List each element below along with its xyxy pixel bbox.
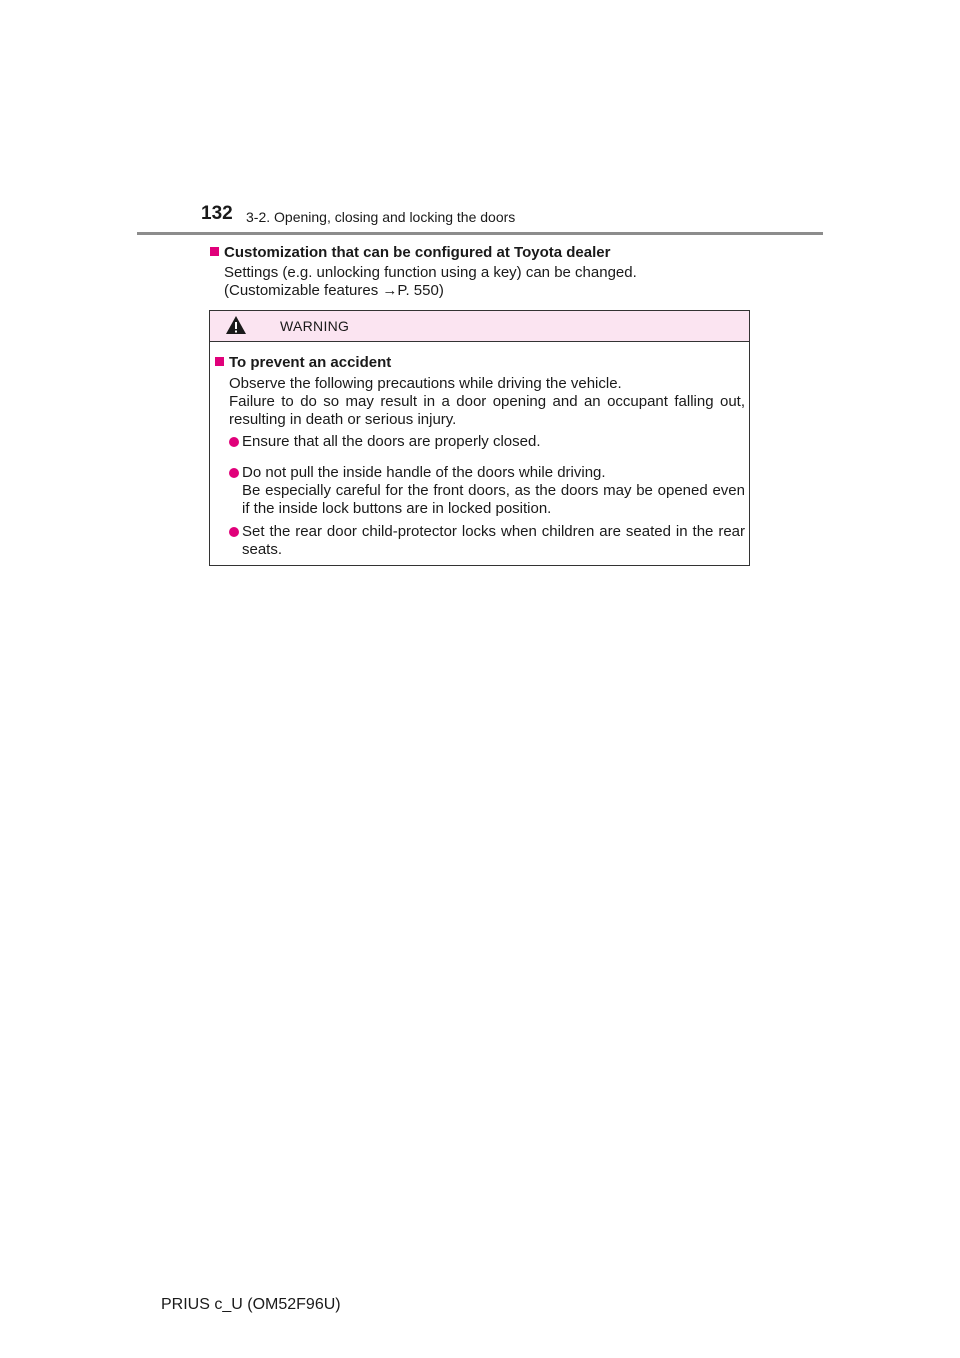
customization-line: Settings (e.g. unlocking function using a key) can be changed. [224,264,637,281]
warning-heading-text: To prevent an accident [229,354,392,371]
bullet-line: seats. [242,541,283,558]
square-bullet-icon [215,357,224,366]
bullet-line: Do not pull the inside handle of the doors while driving. [242,464,606,481]
warning-box [209,310,750,566]
bullet-text [242,523,745,559]
customization-body [224,264,637,300]
warning-triangle-icon [225,315,247,335]
bullet-dot-icon [229,437,239,447]
footer-model: PRIUS c_U (OM52F96U) [161,1296,341,1313]
warning-intro-line: resulting in death or serious injury. [229,411,457,428]
bullet-line: Set the rear door child-protector locks when children are seated in the rear [242,523,745,540]
customization-line: (Customizable features →P. 550) [224,282,444,299]
bullet-line: Ensure that all the doors are properly closed. [242,433,541,450]
warning-bullet-item [229,464,745,518]
bullet-text [242,464,745,518]
bullet-dot-icon [229,527,239,537]
warning-intro [229,375,745,429]
bullet-text [242,433,745,451]
page-number: 132 [201,203,233,224]
square-bullet-icon [210,247,219,256]
bullet-dot-icon [229,468,239,478]
warning-bullet-item [229,433,745,451]
bullet-line: Be especially careful for the front doors, as the doors may be opened even [242,482,745,499]
warning-header [210,311,749,342]
warning-intro-line: Observe the following precautions while driving the vehicle. [229,375,622,392]
customization-heading-text: Customization that can be configured at Toyota dealer [224,244,611,261]
warning-label: WARNING [280,318,350,334]
bullet-line: if the inside lock buttons are in locked position. [242,500,552,517]
warning-heading [215,353,391,372]
customization-heading [210,243,610,262]
warning-intro-line: Failure to do so may result in a door opening and an occupant falling out, [229,393,745,410]
section-title: 3-2. Opening, closing and locking the doors [246,209,516,225]
header-rule [137,232,823,235]
warning-bullet-item [229,523,745,559]
